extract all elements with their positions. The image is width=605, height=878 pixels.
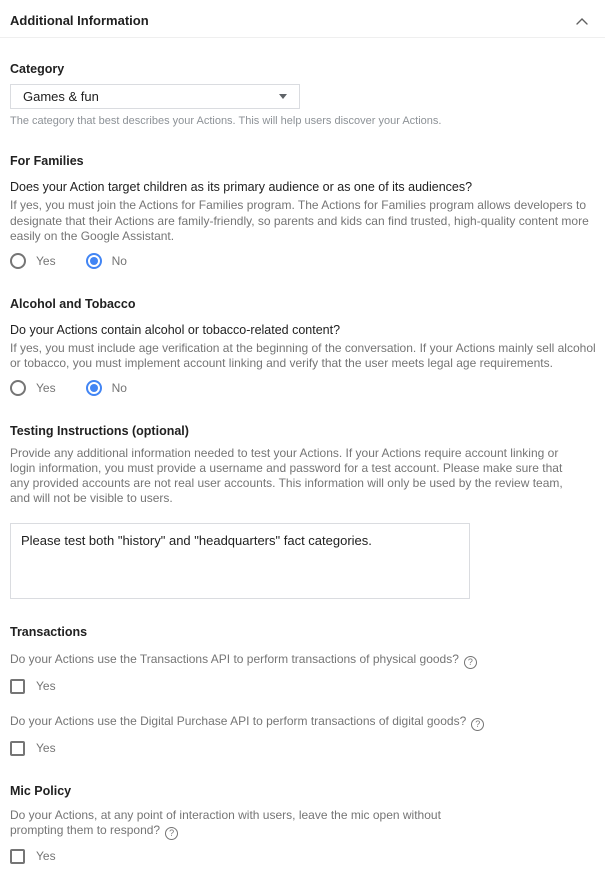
for-families-radio-yes[interactable]: [10, 253, 56, 269]
transactions-digital-question: [10, 714, 597, 731]
radio-icon: [86, 380, 102, 396]
checkbox-label: Yes: [36, 849, 56, 863]
testing-instructions-heading: Testing Instructions (optional): [10, 423, 189, 438]
mic-policy-heading: Mic Policy: [10, 783, 72, 798]
help-circle-icon[interactable]: [464, 656, 477, 669]
radio-icon: [10, 253, 26, 269]
help-circle-icon[interactable]: [165, 827, 178, 840]
radio-icon: [86, 253, 102, 269]
transactions-physical-question: [10, 652, 597, 669]
transactions-physical-checkbox[interactable]: [10, 677, 597, 696]
category-helper-text: The category that best describes your Actions. This will help users discover your Actions.: [10, 115, 442, 127]
checkbox-icon: [10, 849, 25, 864]
caret-down-icon: [279, 94, 287, 99]
panel-title: Additional Information: [10, 13, 149, 28]
transactions-heading: Transactions: [10, 624, 88, 639]
question-text: Do your Actions, at any point of interaction with users, leave the mic open without prompting them to respond?: [10, 807, 441, 837]
alcohol-tobacco-radio-no[interactable]: [86, 380, 127, 396]
checkbox-label: Yes: [36, 679, 56, 693]
category-label: Category: [10, 62, 65, 76]
alcohol-tobacco-heading: Alcohol and Tobacco: [10, 296, 136, 311]
help-circle-icon[interactable]: [471, 718, 484, 731]
checkbox-label: Yes: [36, 741, 56, 755]
question-text: Do your Actions use the Digital Purchase API to perform transactions of digital goods?: [10, 713, 467, 728]
radio-label: No: [111, 253, 127, 268]
for-families-heading: For Families: [10, 154, 84, 168]
radio-label: Yes: [36, 380, 56, 395]
checkbox-icon: [10, 741, 25, 756]
for-families-description: If yes, you must join the Actions for Families program. The Actions for Families program allows developers to designate that their Actions are family-friendly, so parents and kids can find trusted, high-quality content more easily on the Google Assistant.: [10, 198, 589, 243]
category-selected-value: Games & fun: [23, 89, 99, 104]
alcohol-tobacco-radio-group: [10, 378, 597, 398]
for-families-radio-group: [10, 251, 597, 271]
testing-instructions-input[interactable]: [10, 523, 470, 599]
alcohol-tobacco-description: If yes, you must include age verification at the beginning of the conversation. If your Actions mainly sell alcohol or tobacco, you must implement account linking and verify that the user meets legal age requirements.: [10, 340, 596, 370]
for-families-radio-no[interactable]: [86, 253, 127, 269]
mic-policy-question: [10, 808, 488, 840]
checkbox-icon: [10, 679, 25, 694]
question-text: Do your Actions use the Transactions API to perform transactions of physical goods?: [10, 651, 459, 666]
mic-policy-checkbox[interactable]: [10, 847, 597, 866]
alcohol-tobacco-radio-yes[interactable]: [10, 380, 56, 396]
panel-header: [0, 0, 605, 38]
chevron-up-icon: [575, 14, 589, 29]
radio-label: Yes: [36, 253, 56, 268]
transactions-digital-checkbox[interactable]: [10, 739, 597, 758]
alcohol-tobacco-question: Do your Actions contain alcohol or tobacco-related content?: [10, 322, 341, 337]
testing-instructions-description: Provide any additional information needed to test your Actions. If your Actions require account linking or login information, you must provide a username and password for a test account. Please make sure that any provided accounts are not real user accounts. This information will only be used by the review team, and will not be visible to users.: [10, 445, 563, 505]
collapse-section-button[interactable]: [573, 15, 591, 28]
radio-label: No: [111, 380, 127, 395]
radio-icon: [10, 380, 26, 396]
category-dropdown[interactable]: [10, 84, 300, 109]
for-families-question: Does your Action target children as its primary audience or as one of its audiences?: [10, 180, 473, 194]
